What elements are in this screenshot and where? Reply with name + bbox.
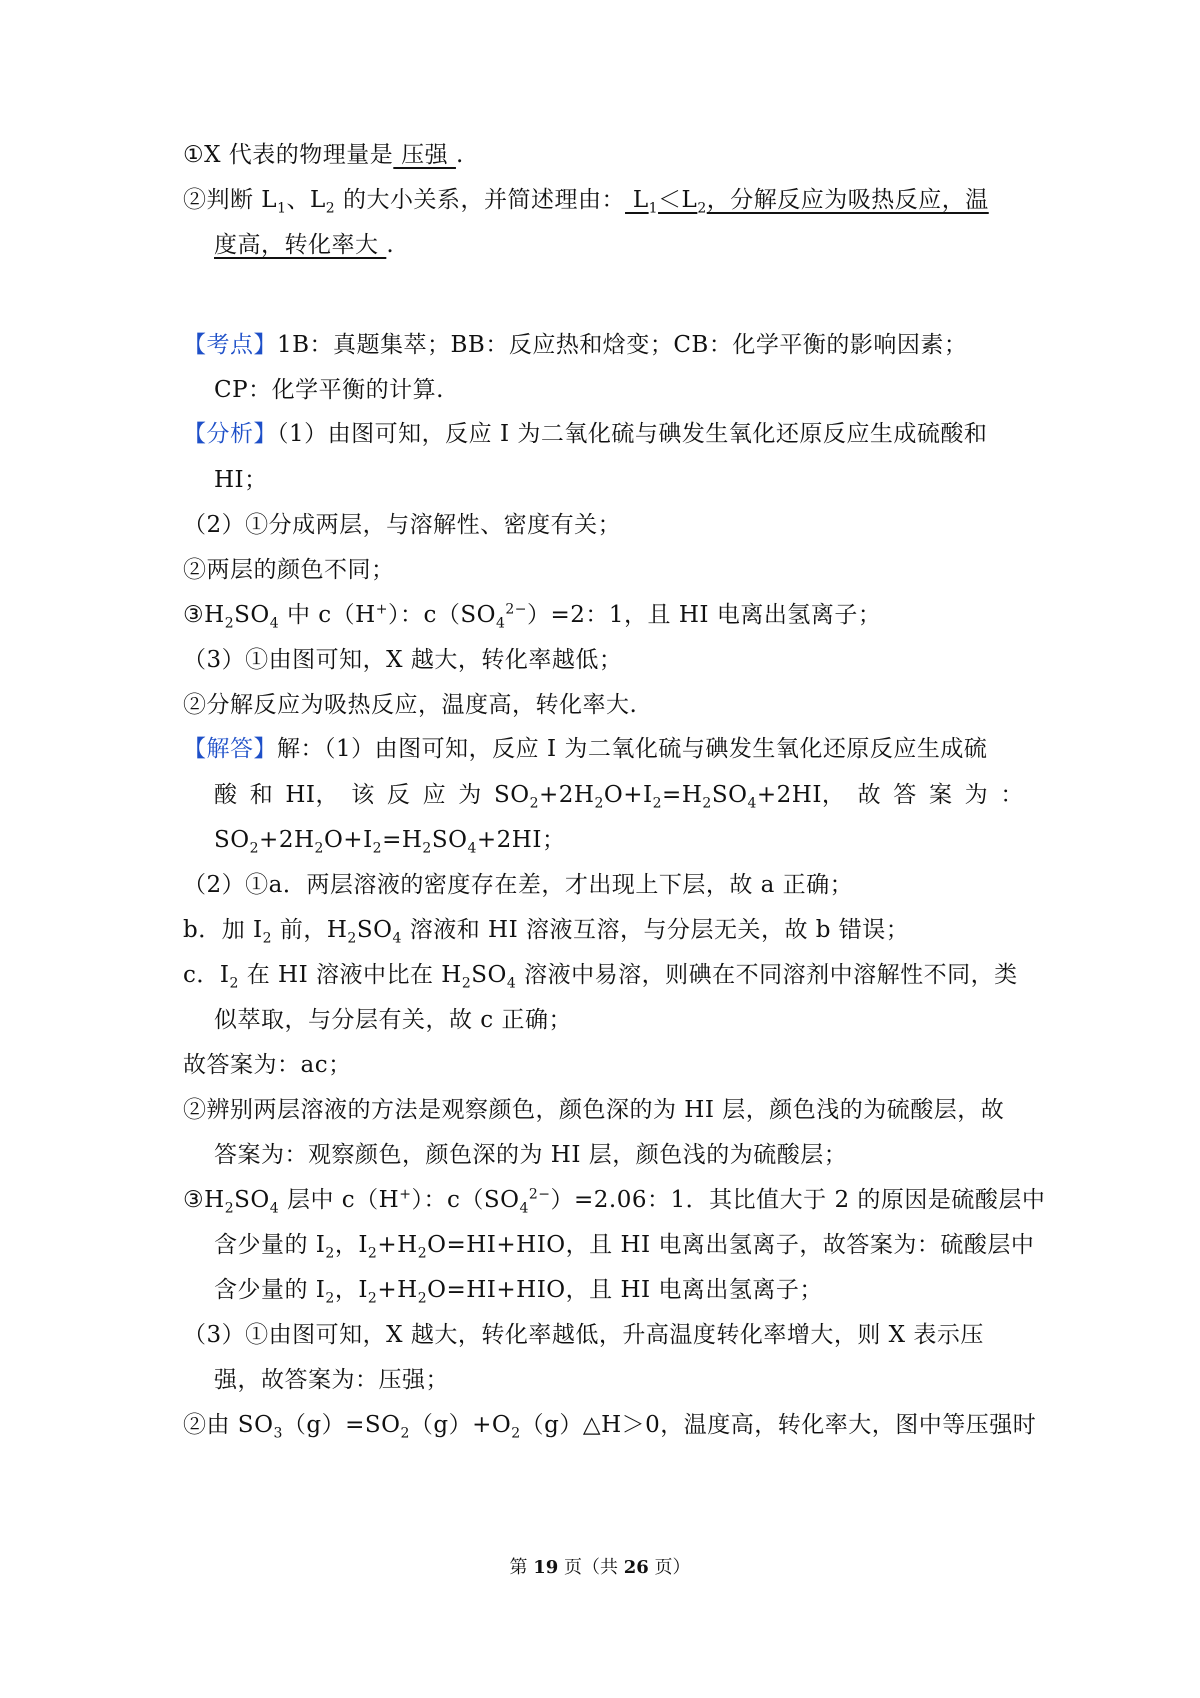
jieda-text: 溶液中易溶，则碘在不同溶剂中溶解性不同，类 (516, 962, 1018, 988)
subscript: 2 (697, 200, 707, 217)
jieda-text: 解：（1）由图可知，反应 I 为二氧化硫与碘发生氧化还原反应生成硫 (277, 736, 988, 762)
jieda-text: ）=2.06：1．其比值大于 2 的原因是硫酸层中 (550, 1187, 1046, 1213)
fenxi-text: ③H (183, 602, 225, 628)
subscript: 4 (269, 615, 280, 632)
word: 为 (964, 782, 989, 808)
subscript: 2 (314, 840, 324, 857)
word: 该 (351, 782, 375, 808)
jieda-text: b．加 I (183, 917, 263, 943)
fenxi-text: 中 c（H (279, 602, 376, 628)
fenxi-line-1 (183, 419, 987, 449)
jieda-line-1 (183, 734, 987, 764)
question-l-line-2 (214, 230, 394, 260)
jieda-text: 含少量的 I (214, 1277, 326, 1303)
jieda-text: O=HI+HIO，且 HI 电离出氢离子； (427, 1277, 823, 1303)
punct: . (455, 142, 464, 168)
subscript: 1 (648, 200, 659, 217)
question-l-line (183, 185, 989, 215)
jieda-text: 似萃取，与分层有关，故 c 正确； (214, 1007, 573, 1033)
subscript: 4 (747, 795, 757, 812)
jieda-line-16 (183, 1410, 1036, 1440)
word: 和 (249, 782, 274, 808)
eq-part: SO (431, 827, 468, 853)
superscript: 2− (528, 1186, 551, 1203)
jieda-text: ，I (334, 1232, 368, 1258)
fenxi-line-5 (183, 600, 881, 630)
word: 答 (893, 782, 917, 808)
fenxi-text: （3）①由图可知，X 越大，转化率越低； (183, 647, 623, 673)
subscript: 2 (347, 930, 357, 947)
kaodian-text: CP：化学平衡的计算. (214, 377, 444, 403)
equation (494, 780, 845, 810)
eq-part: SO (493, 782, 530, 808)
jieda-text: 在 HI 溶液中比在 H (238, 962, 462, 988)
subscript: 2 (417, 1290, 428, 1307)
subscript: 2 (422, 840, 432, 857)
subscript: 2 (325, 1245, 335, 1262)
answer-blank: 度高，转化率大 (214, 232, 387, 258)
jieda-line-2 (214, 780, 1024, 810)
jieda-text: O=HI+HIO，且 HI 电离出氢离子，故答案为：硫酸层中 (427, 1232, 1035, 1258)
jieda-text: 强，故答案为：压强； (214, 1367, 449, 1393)
jieda-text: （g）△H＞0，温度高，转化率大，图中等压强时 (520, 1412, 1037, 1438)
question-text: ①X 代表的物理量是 (183, 142, 394, 168)
jieda-text: 含少量的 I (214, 1232, 326, 1258)
answer-text: L (625, 187, 649, 213)
jieda-text: 前，H (272, 917, 348, 943)
fenxi-text: ②两层的颜色不同； (183, 557, 395, 583)
fenxi-line-6 (183, 645, 622, 675)
jieda-line-10 (214, 1140, 847, 1170)
jieda-text: ，I (334, 1277, 368, 1303)
subscript: 4 (506, 975, 517, 992)
jieda-text: 答案为：观察颜色，颜色深的为 HI 层，颜色浅的为硫酸层； (214, 1142, 848, 1168)
jieda-text: ②辨别两层溶液的方法是观察颜色，颜色深的为 HI 层，颜色浅的为硫酸层，故 (183, 1097, 1005, 1123)
eq-part: =H (662, 782, 703, 808)
subscript: 2 (224, 1200, 235, 1217)
eq-part: SO (711, 782, 748, 808)
fenxi-line-3 (183, 510, 621, 540)
fenxi-line-7 (183, 690, 637, 720)
answer-blank: 压强 (393, 142, 456, 168)
jieda-line-3 (214, 825, 565, 855)
subscript: 2 (702, 795, 712, 812)
subscript: 2 (249, 840, 260, 857)
jieda-text: 层中 c（H (279, 1187, 400, 1213)
superscript: + (375, 601, 388, 618)
eq-part: O+I (323, 827, 373, 853)
subscript: 4 (495, 615, 506, 632)
subscript: 2 (511, 1425, 521, 1442)
superscript: 2− (505, 601, 528, 618)
fenxi-text: （1）由图可知，反应 I 为二氧化硫与碘发生氧化还原反应生成硫酸和 (277, 421, 988, 447)
subscript: 4 (467, 840, 477, 857)
question-text: ②判断 L (183, 187, 278, 213)
footer-text: 页） (648, 1557, 691, 1578)
fenxi-text: HI； (214, 467, 268, 493)
footer-text: 页（共 (558, 1557, 624, 1578)
page-number: 19 (533, 1557, 559, 1578)
word: 反 (386, 782, 411, 808)
fenxi-text: ②分解反应为吸热反应，温度高，转化率大. (183, 692, 638, 718)
jieda-text: ）：c（SO (411, 1187, 520, 1213)
subscript: 2 (372, 840, 383, 857)
jieda-text: （2）①a．两层溶液的密度存在差，才出现上下层，故 a 正确； (183, 872, 854, 898)
jieda-line-4 (183, 870, 853, 900)
jieda-text: 溶液和 HI 溶液互溶，与分层无关，故 b 错误； (401, 917, 910, 943)
jieda-text: （g）+O (409, 1412, 512, 1438)
jieda-line-11 (183, 1185, 1045, 1215)
fenxi-text: （2）①分成两层，与溶解性、密度有关； (183, 512, 622, 538)
jieda-text: 故答案为：ac； (183, 1052, 352, 1078)
fenxi-text: ）：c（SO (387, 602, 496, 628)
jieda-text: ②由 SO (183, 1412, 274, 1438)
subscript: 2 (325, 1290, 335, 1307)
subscript: 4 (519, 1200, 529, 1217)
footer-text: 第 (509, 1557, 534, 1578)
jieda-text: SO (356, 917, 393, 943)
jieda-line-7 (214, 1005, 572, 1035)
jieda-line-14 (183, 1320, 984, 1350)
fenxi-line-4 (183, 555, 395, 585)
subscript: 2 (262, 930, 273, 947)
subscript: 2 (417, 1245, 428, 1262)
subscript: 2 (461, 975, 472, 992)
jieda-text: （g）=SO (282, 1412, 401, 1438)
question-text: 的大小关系，并简述理由： (335, 187, 626, 213)
subscript: 2 (229, 975, 239, 992)
eq-part: O+I (603, 782, 653, 808)
eq-part: +2H (539, 782, 595, 808)
eq-part: +2H (259, 827, 315, 853)
subscript: 4 (392, 930, 402, 947)
page-total: 26 (623, 1557, 649, 1578)
jieda-text: +H (377, 1232, 418, 1258)
page-footer (0, 1556, 1200, 1580)
subscript: 2 (594, 795, 604, 812)
answer-blank (625, 187, 989, 217)
jieda-line-6 (183, 960, 1018, 990)
superscript: + (399, 1186, 412, 1203)
subscript: 3 (273, 1425, 283, 1442)
jieda-line-9 (183, 1095, 1004, 1125)
subscript: 2 (652, 795, 663, 812)
jieda-text: （3）①由图可知，X 越大，转化率越低，升高温度转化率增大，则 X 表示压 (183, 1322, 984, 1348)
kaodian-text: 1B：真题集萃；BB：反应热和焓变；CB：化学平衡的影响因素； (277, 332, 968, 358)
word: 故 (857, 782, 882, 808)
fenxi-line-2 (214, 465, 268, 495)
question-x-line (183, 140, 464, 170)
eq-part: =H (382, 827, 423, 853)
word: 酸 (214, 782, 238, 808)
subscript: 2 (367, 1290, 378, 1307)
fenxi-text: ）=2：1，且 HI 电离出氢离子； (527, 602, 882, 628)
subscript: 2 (367, 1245, 378, 1262)
jieda-text: SO (234, 1187, 270, 1213)
word: 案 (928, 782, 953, 808)
word: 为 (458, 782, 482, 808)
eq-part: SO (214, 827, 250, 853)
jieda-line-5 (183, 915, 909, 945)
jieda-line-8 (183, 1050, 352, 1080)
word: HI， (285, 782, 340, 808)
eq-part: +2HI； (476, 827, 566, 853)
jieda-line-13 (214, 1275, 823, 1305)
subscript: 2 (529, 795, 540, 812)
kaodian-line-2 (214, 375, 444, 405)
jieda-text: c．I (183, 962, 230, 988)
subscript: 1 (277, 200, 287, 217)
answer-text: ＜L (658, 187, 698, 213)
jieda-text: SO (471, 962, 507, 988)
word: ： (1000, 782, 1024, 808)
section-tag-jieda: 【解答】 (183, 736, 277, 762)
subscript: 2 (325, 200, 336, 217)
word: 应 (422, 782, 447, 808)
jieda-line-12 (214, 1230, 1034, 1260)
subscript: 2 (224, 615, 235, 632)
kaodian-line (183, 330, 967, 360)
subscript: 4 (269, 1200, 280, 1217)
section-tag-fenxi: 【分析】 (183, 421, 277, 447)
jieda-line-15 (214, 1365, 449, 1395)
answer-text: ，分解反应为吸热反应，温 (706, 187, 989, 213)
jieda-text: +H (377, 1277, 418, 1303)
jieda-text: ③H (183, 1187, 225, 1213)
eq-part: +2HI， (756, 782, 846, 808)
punct: . (386, 232, 395, 258)
fenxi-text: SO (234, 602, 270, 628)
section-tag-kaodian: 【考点】 (183, 332, 277, 358)
question-text: 、L (286, 187, 326, 213)
subscript: 2 (400, 1425, 410, 1442)
